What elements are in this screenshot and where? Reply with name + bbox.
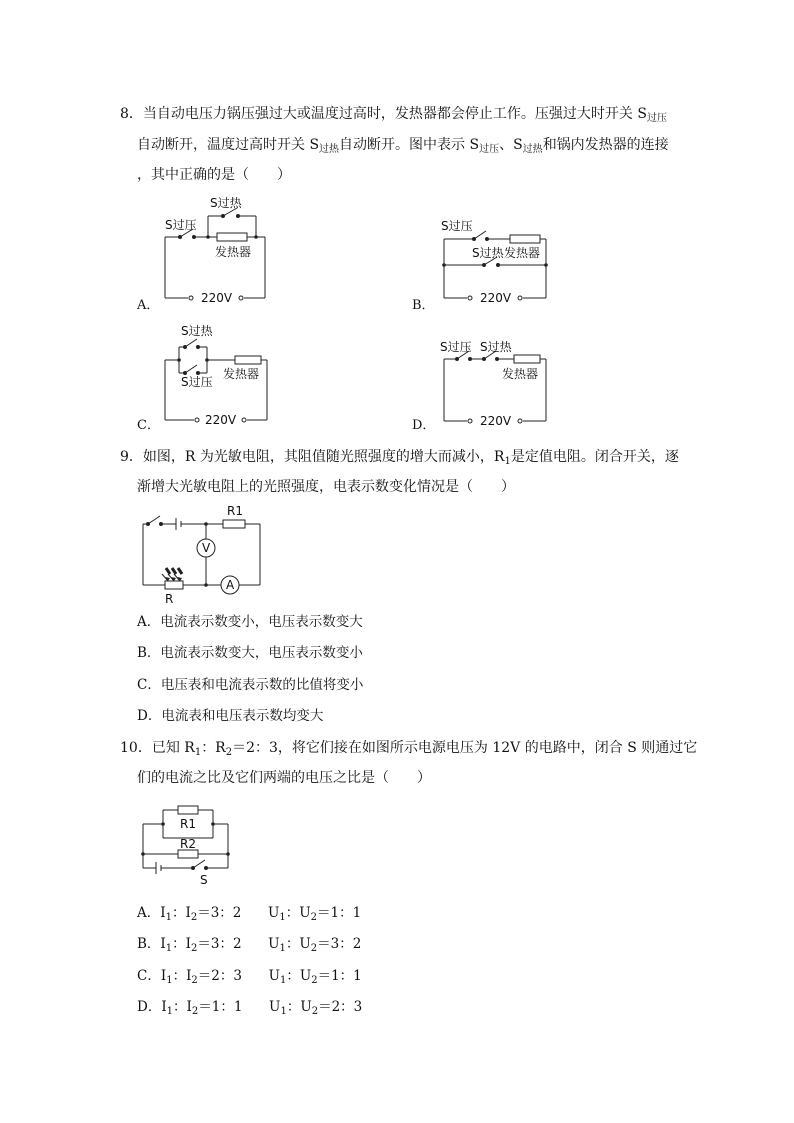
q9-option-a: A．电流表示数变小，电压表示数变大 <box>137 614 363 630</box>
voltmeter-label: V <box>202 541 211 555</box>
q8-line-3: ，其中正确的是（ ） <box>137 167 291 183</box>
heater-label: 发热器 <box>223 367 260 381</box>
r1-label: R1 <box>227 504 243 518</box>
voltage-label: 220V <box>201 291 233 305</box>
r1-label: R1 <box>180 817 196 831</box>
q8-circuit-d <box>434 335 554 430</box>
switch-label: S <box>200 873 208 887</box>
s-guoya-label: S过压 <box>441 219 473 233</box>
q8-circuit-a <box>155 192 280 307</box>
q10-option-d: D．$I_1$：$I_2=1$：1 $U_1$：$U_2=2$：3 <box>137 999 363 1017</box>
q8-circuit-c <box>157 320 282 430</box>
q9-circuit <box>138 500 268 608</box>
s-guoya-label: S过压 <box>440 340 472 354</box>
q8-line-2: 自动断开，温度过高时开关 $S_{过热}$自动断开。图中表示 $S_{过压}$、$S_{过热}$和锅内发热器的连接 <box>137 137 669 155</box>
r2-label: R2 <box>180 837 196 851</box>
q10-option-a: A．$I_1$：$I_2=3$：2 $U_1$：$U_2=1$：1 <box>137 905 362 923</box>
s-guoya-label: S过压 <box>181 375 213 389</box>
q10-line-1: 10．已知 $R_1$：$R_2=2$：3，将它们接在如图所示电源电压为 12V 的电路中，闭合 S 则通过它 <box>120 740 698 758</box>
q10-line-2: 们的电流之比及它们两端的电压之比是（ ） <box>137 770 431 786</box>
s-guore-label: S过热 <box>472 246 504 260</box>
ammeter-label: A <box>226 578 235 592</box>
q10-option-c: C．$I_1$：$I_2=2$：3 $U_1$：$U_2=1$：1 <box>137 968 362 986</box>
s-guore-label: S过热 <box>181 324 213 338</box>
s-guore-label: S过热 <box>480 340 512 354</box>
voltage-label: 220V <box>480 291 512 305</box>
s-guoya-label: S过压 <box>165 218 197 232</box>
q9-option-d: D．电流表和电压表示数均变大 <box>137 708 324 724</box>
q8-option-d-label: D． <box>412 418 436 433</box>
voltage-label: 220V <box>205 413 237 427</box>
r-label: R <box>165 592 174 606</box>
q8-option-c-label: C． <box>137 418 160 433</box>
q8-option-a-label: A． <box>137 298 160 313</box>
q8-circuit-b <box>434 212 554 307</box>
q10-circuit <box>138 802 238 892</box>
q9-line-1: 9．如图，R 为光敏电阻，其阻值随光照强度的增大而减小，$R_1$是定值电阻。闭合开关，逐 <box>120 449 679 467</box>
s-guore-label: S过热 <box>210 196 242 210</box>
q9-option-b: B．电流表示数变大，电压表示数变小 <box>137 645 363 661</box>
q9-line-2: 渐增大光敏电阻上的光照强度，电表示数变化情况是（ ） <box>137 479 515 495</box>
q8-option-b-label: B． <box>412 298 435 313</box>
heater-label: 发热器 <box>504 246 541 260</box>
voltage-label: 220V <box>480 414 512 428</box>
heater-label: 发热器 <box>502 367 539 381</box>
heater-label: 发热器 <box>215 245 252 259</box>
q10-option-b: B．$I_1$：$I_2=3$：2 $U_1$：$U_2=3$：2 <box>137 936 362 954</box>
q8-line-1: 8．当自动电压力锅压强过大或温度过高时，发热器都会停止工作。压强过大时开关 $S_{过压}$ <box>120 106 667 124</box>
q9-option-c: C．电压表和电流表示数的比值将变小 <box>137 677 364 693</box>
